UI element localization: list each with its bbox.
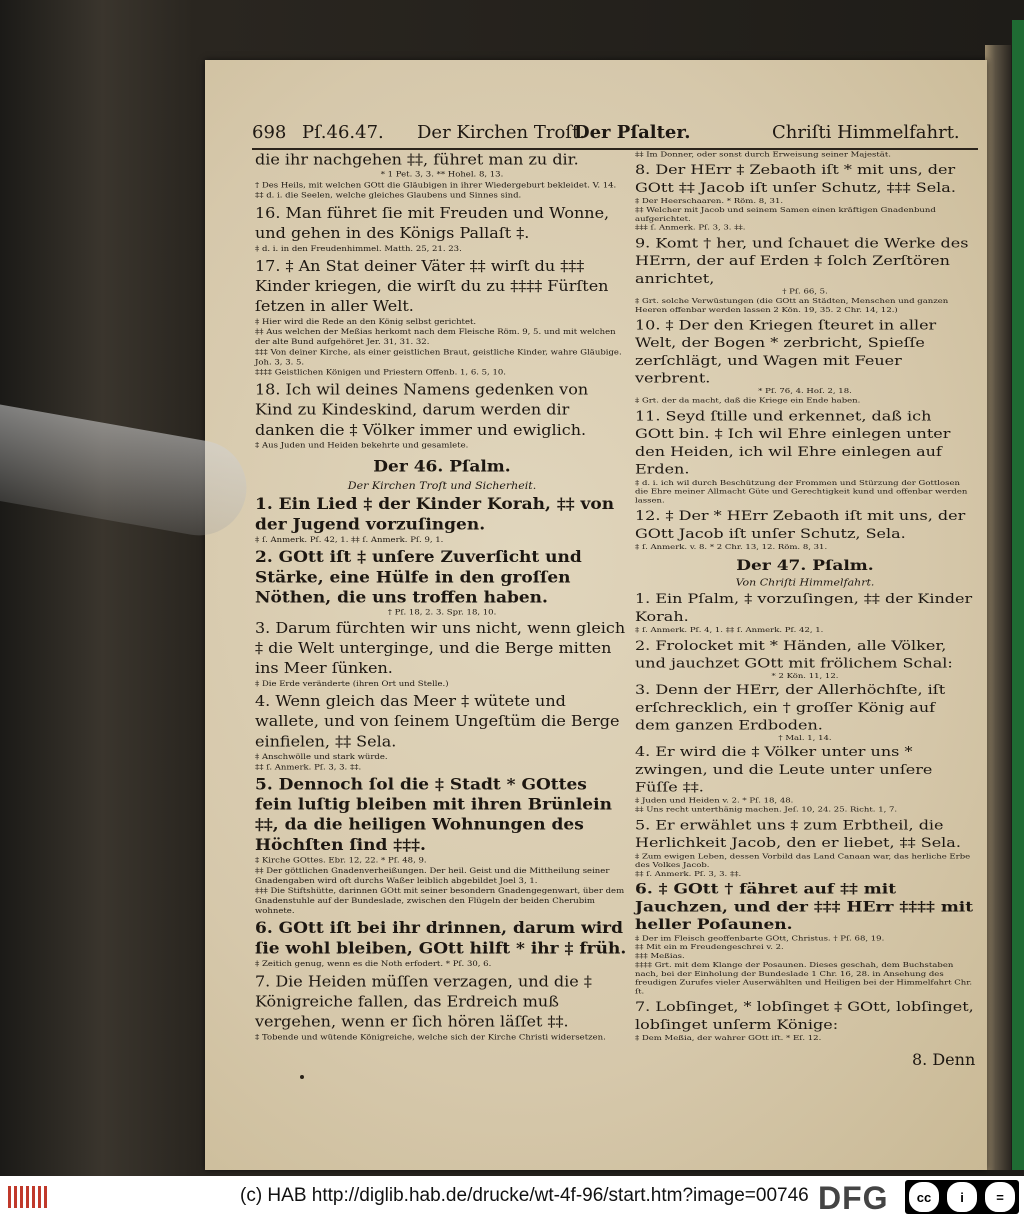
left-running-title: Der Kirchen Troſt. bbox=[417, 122, 585, 143]
right-note: ‡ Der im Fleisch geoffenbarte GOtt, Christus. † Pſ. 68, 19. ‡‡ Mit ein m Freudengeschrei v. 2. ‡‡‡ Meßias. ‡‡‡‡ Grt. mit dem Klange der Posaunen. Dieses geschah, dem Buchstaben nach, bei der Einholung der Bundeslade 1 Chr. 16, 28. in Ansehung des freudigen Zurufes vieler Auserwählten und Heiligen bei der Himmelfahrt Chr. ſt. bbox=[635, 934, 973, 996]
left-subheading: Der Kirchen Troſt und Sicherheit. bbox=[347, 479, 537, 492]
right-note: ‡ Juden und Heiden v. 2. * Pſ. 18, 48. ‡‡ Uns recht unterthänig machen. Jeſ. 10, 24. 25. Richt. 1, 7. bbox=[635, 797, 898, 815]
left-note: ‡ Anschwölle und stark würde. ‡‡ ſ. Anmerk. Pſ. 3, 3. ‡‡. bbox=[255, 752, 388, 773]
green-book-cover-strip bbox=[1012, 20, 1024, 1170]
right-ref: * Pſ. 76, 4. Hoſ. 2, 18. bbox=[758, 387, 852, 396]
right-text-column bbox=[635, 150, 975, 1045]
right-verse: 3. Denn der HErr, der Allerhöchſte, iſt erſchrecklich, ein † groſſer König auf dem ganzen Erdboden. bbox=[635, 682, 946, 733]
left-verse: 2. GOtt iſt ‡ unſere Zuverſicht und Stärke, eine Hülfe in den groſſen Nöthen, die uns troffen haben. bbox=[255, 548, 582, 608]
left-verse: 18. Ich wil deines Namens gedenken von Kind zu Kindeskind, darum werden dir danken die ‡ Völker immer und ewiglich. bbox=[255, 380, 589, 439]
right-note: ‡‡ Im Donner, oder sonst durch Erweisung seiner Majestät. bbox=[635, 150, 891, 159]
right-verse: 4. Er wird die ‡ Völker unter uns * zwingen, und die Leute unter unſere Füſſe ‡‡. bbox=[635, 743, 933, 795]
right-note: ‡ ſ. Anmerk. v. 8. * 2 Chr. 13, 12. Röm. 8, 31. bbox=[635, 543, 828, 552]
book-title: Der Pſalter. bbox=[574, 122, 691, 143]
right-note: ‡ Grt. der da macht, daß die Kriege ein Ende haben. bbox=[635, 397, 861, 406]
right-note: ‡ Der Heerschaaren. * Röm. 8, 31. ‡‡ Welcher mit Jacob und seinem Samen einen kräftigen Gnadenbund aufgerichtet. ‡‡‡ ſ. Anmerk. Pſ. 3, 3. ‡‡. bbox=[635, 197, 936, 233]
left-note: † Des Heils, mit welchen GOtt die Gläubigen in ihrer Wiedergeburt bekleidet. V. 14. ‡‡ d. i. die Seelen, welche gleiches Glaubens und Sinnes sind. bbox=[255, 181, 617, 201]
left-verse: die ihr nachgehen ‡‡, führet man zu dir. bbox=[255, 150, 579, 169]
left-note: ‡ ſ. Anmerk. Pſ. 42, 1. ‡‡ ſ. Anmerk. Pſ. 9, 1. bbox=[255, 535, 444, 545]
left-note: ‡ d. i. in den Freudenhimmel. Matth. 25, 21. 23. bbox=[255, 244, 462, 254]
right-ref: * 2 Kön. 11, 12. bbox=[771, 672, 839, 681]
right-verse: 6. ‡ GOtt † fähret auf ‡‡ mit Jauchzen, und der ‡‡‡ HErr ‡‡‡‡ mit heller Poſaunen. bbox=[635, 881, 974, 934]
right-verse: 7. Lobſinget, * lobſinget ‡ GOtt, lobſinget, lobſinget unſerm Könige: bbox=[635, 999, 974, 1033]
left-verse: 4. Wenn gleich das Meer ‡ wütete und wallete, und von ſeinem Ungeſtüm die Berge einfielen, ‡‡ Sela. bbox=[255, 692, 620, 751]
right-running-title: Chriſti Himmelfahrt. bbox=[772, 122, 960, 143]
cc-license-badge[interactable] bbox=[905, 1180, 1019, 1214]
left-ref: † Pſ. 18, 2. 3. Spr. 18, 10. bbox=[387, 608, 497, 618]
right-subheading: Von Chriſti Himmelfahrt. bbox=[735, 577, 875, 588]
left-note: ‡ Zeitich genug, wenn es die Noth erfodert. * Pſ. 30, 6. bbox=[255, 959, 492, 969]
right-verse: 11. Seyd ſtille und erkennet, daß ich GOtt bin. ‡ Ich wil Ehre einlegen unter den Heiden, ich wil Ehre einlegen auf Erden. bbox=[635, 408, 951, 477]
left-note: ‡ Tobende und wütende Königreiche, welche sich der Kirche Christi widersetzen. bbox=[255, 1033, 606, 1043]
page-number: 698 bbox=[252, 122, 287, 143]
right-verse: 5. Er erwählet uns ‡ zum Erbtheil, die Herlichkeit Jacob, den er liebet, ‡‡ Sela. bbox=[635, 817, 961, 851]
left-note: ‡ Aus Juden und Heiden bekehrte und gesamlete. bbox=[255, 441, 469, 451]
right-heading: Der 47. Pſalm. bbox=[736, 558, 874, 575]
right-note: ‡ Grt. solche Verwüstungen (die GOtt an Städten, Menschen und ganzen Heeren offenbar werden lassen 2 Kön. 19, 35. 2 Chr. 14, 12.) bbox=[635, 297, 949, 315]
cc-icon: cc bbox=[909, 1182, 939, 1212]
left-verse: 5. Dennoch ſol die ‡ Stadt * GOttes fein luſtig bleiben mit ihren Brünlein ‡‡, da die heiligen Wohnungen des Höchſten ſind ‡‡‡. bbox=[255, 775, 612, 855]
left-note: ‡ Die Erde veränderte (ihren Ort und Stelle.) bbox=[255, 679, 449, 689]
right-ref: † Pſ. 66, 5. bbox=[782, 287, 828, 296]
left-note: ‡ Kirche GOttes. Ebr. 12, 22. * Pſ. 48, 9. ‡‡ Der göttlichen Gnadenverheißungen. Der heil. Geist und die Mittheilung seiner Gnadengaben wird oft durchs Waßer leiblich abgebildet Joel 3, 1. ‡‡‡ Die Stiftshütte, darinnen GOtt mit seiner besondern Gnadengegenwart, über dem Gnadenstuhle auf der Bundeslade, zwischen den Flügeln der beiden Cherubim wohnete. bbox=[255, 856, 625, 916]
left-verse: 16. Man führet ſie mit Freuden und Wonne, und gehen in des Königs Pallaſt ‡. bbox=[255, 204, 610, 242]
left-heading: Der 46. Pſalm. bbox=[373, 457, 511, 477]
right-verse: 2. Frolocket mit * Händen, alle Völker, und jauchzet GOtt mit frölichem Schal: bbox=[635, 637, 953, 671]
left-verse: 6. GOtt iſt bei ihr drinnen, darum wird ſie wohl bleiben, GOtt hilft * ihr ‡ früh. bbox=[255, 919, 627, 958]
right-note: ‡ Dem Meßia, der wahrer GOtt iſt. * Eſ. 12. bbox=[635, 1034, 822, 1043]
hab-logo-icon[interactable] bbox=[6, 1182, 52, 1212]
right-note: ‡ Zum ewigen Leben, dessen Vorbild das Land Canaan war, das herliche Erbe des Volkes Jacob. ‡‡ ſ. Anmerk. Pſ. 3, 3. ‡‡. bbox=[635, 852, 971, 879]
ink-dot bbox=[300, 1075, 304, 1079]
book-page-edge bbox=[985, 45, 1011, 1170]
left-text-column bbox=[255, 150, 629, 1045]
right-verse: 9. Komt † her, und ſchauet die Werke des HErrn, der auf Erden ‡ ſolch Zerſtören anrichtet, bbox=[635, 235, 969, 287]
right-note: ‡ ſ. Anmerk. Pſ. 4, 1. ‡‡ ſ. Anmerk. Pſ. 42, 1. bbox=[635, 626, 824, 635]
left-verse: 7. Die Heiden müſſen verzagen, und die ‡ Königreiche fallen, das Erdreich muß vergehen, wenn er ſich hören läſſet ‡‡. bbox=[255, 972, 592, 1031]
copyright-link[interactable]: (c) HAB http://diglib.hab.de/drucke/wt-4f-96/start.htm?image=00746 bbox=[240, 1185, 809, 1206]
left-verse: 1. Ein Lied ‡ der Kinder Korah, ‡‡ von der Jugend vorzuſingen. bbox=[255, 495, 615, 534]
right-note: ‡ d. i. ich wil durch Beschützung der Frommen und Stürzung der Gottlosen die Ehre meiner Allmacht Güte und Gerechtigkeit kund und offenbar werden lassen. bbox=[635, 479, 968, 505]
left-ref: * 1 Pet. 3, 3. ** Hohel. 8, 13. bbox=[380, 170, 504, 180]
right-verse: 1. Ein Pſalm, ‡ vorzuſingen, ‡‡ der Kinder Korah. bbox=[635, 591, 973, 625]
left-note: ‡ Hier wird die Rede an den König selbst gerichtet. ‡‡ Aus welchen der Meßias herkomt nach dem Fleische Röm. 9, 5. und mit welchen der alte Bund aufgehöret Jer. 31, 31. 32. ‡‡‡ Von deiner Kirche, als einer geistlichen Braut, geistliche Kinder, wahre Gläubige. Joh. 3, 3. 5. ‡‡‡‡ Geistlichen Königen und Priestern Offenb. 1, 6. 5, 10. bbox=[255, 317, 622, 378]
by-attribution-icon: i bbox=[947, 1182, 977, 1212]
sa-sharealike-icon: = bbox=[985, 1182, 1015, 1212]
catchword: 8. Denn bbox=[912, 1050, 976, 1069]
left-verse: 3. Darum fürchten wir uns nicht, wenn gleich ‡ die Welt unterginge, und die Berge mitten ins Meer ſünken. bbox=[255, 619, 626, 677]
left-verse: 17. ‡ An Stat deiner Väter ‡‡ wirſt du ‡‡‡ Kinder kriegen, die wirſt du zu ‡‡‡‡ Fürſten ſetzen in aller Welt. bbox=[255, 257, 609, 315]
right-verse: 10. ‡ Der den Kriegen ſteuret in aller Welt, der Bogen * zerbricht, Spieſſe zerſchlägt, und Wagen mit Feuer verbrent. bbox=[635, 317, 937, 386]
right-verse: 12. ‡ Der * HErr Zebaoth iſt mit uns, der GOtt Jacob iſt unſer Schutz, Sela. bbox=[635, 508, 966, 542]
right-verse: 8. Der HErr ‡ Zebaoth iſt * mit uns, der GOtt ‡‡ Jacob iſt unſer Schutz, ‡‡‡ Sela. bbox=[635, 162, 956, 196]
chapter-ref: Pſ.46.47. bbox=[302, 122, 384, 143]
page-header bbox=[252, 116, 978, 150]
dfg-logo[interactable]: DFG bbox=[818, 1180, 889, 1216]
right-ref: † Mal. 1, 14. bbox=[778, 734, 832, 743]
viewer-footer bbox=[0, 1176, 1024, 1218]
